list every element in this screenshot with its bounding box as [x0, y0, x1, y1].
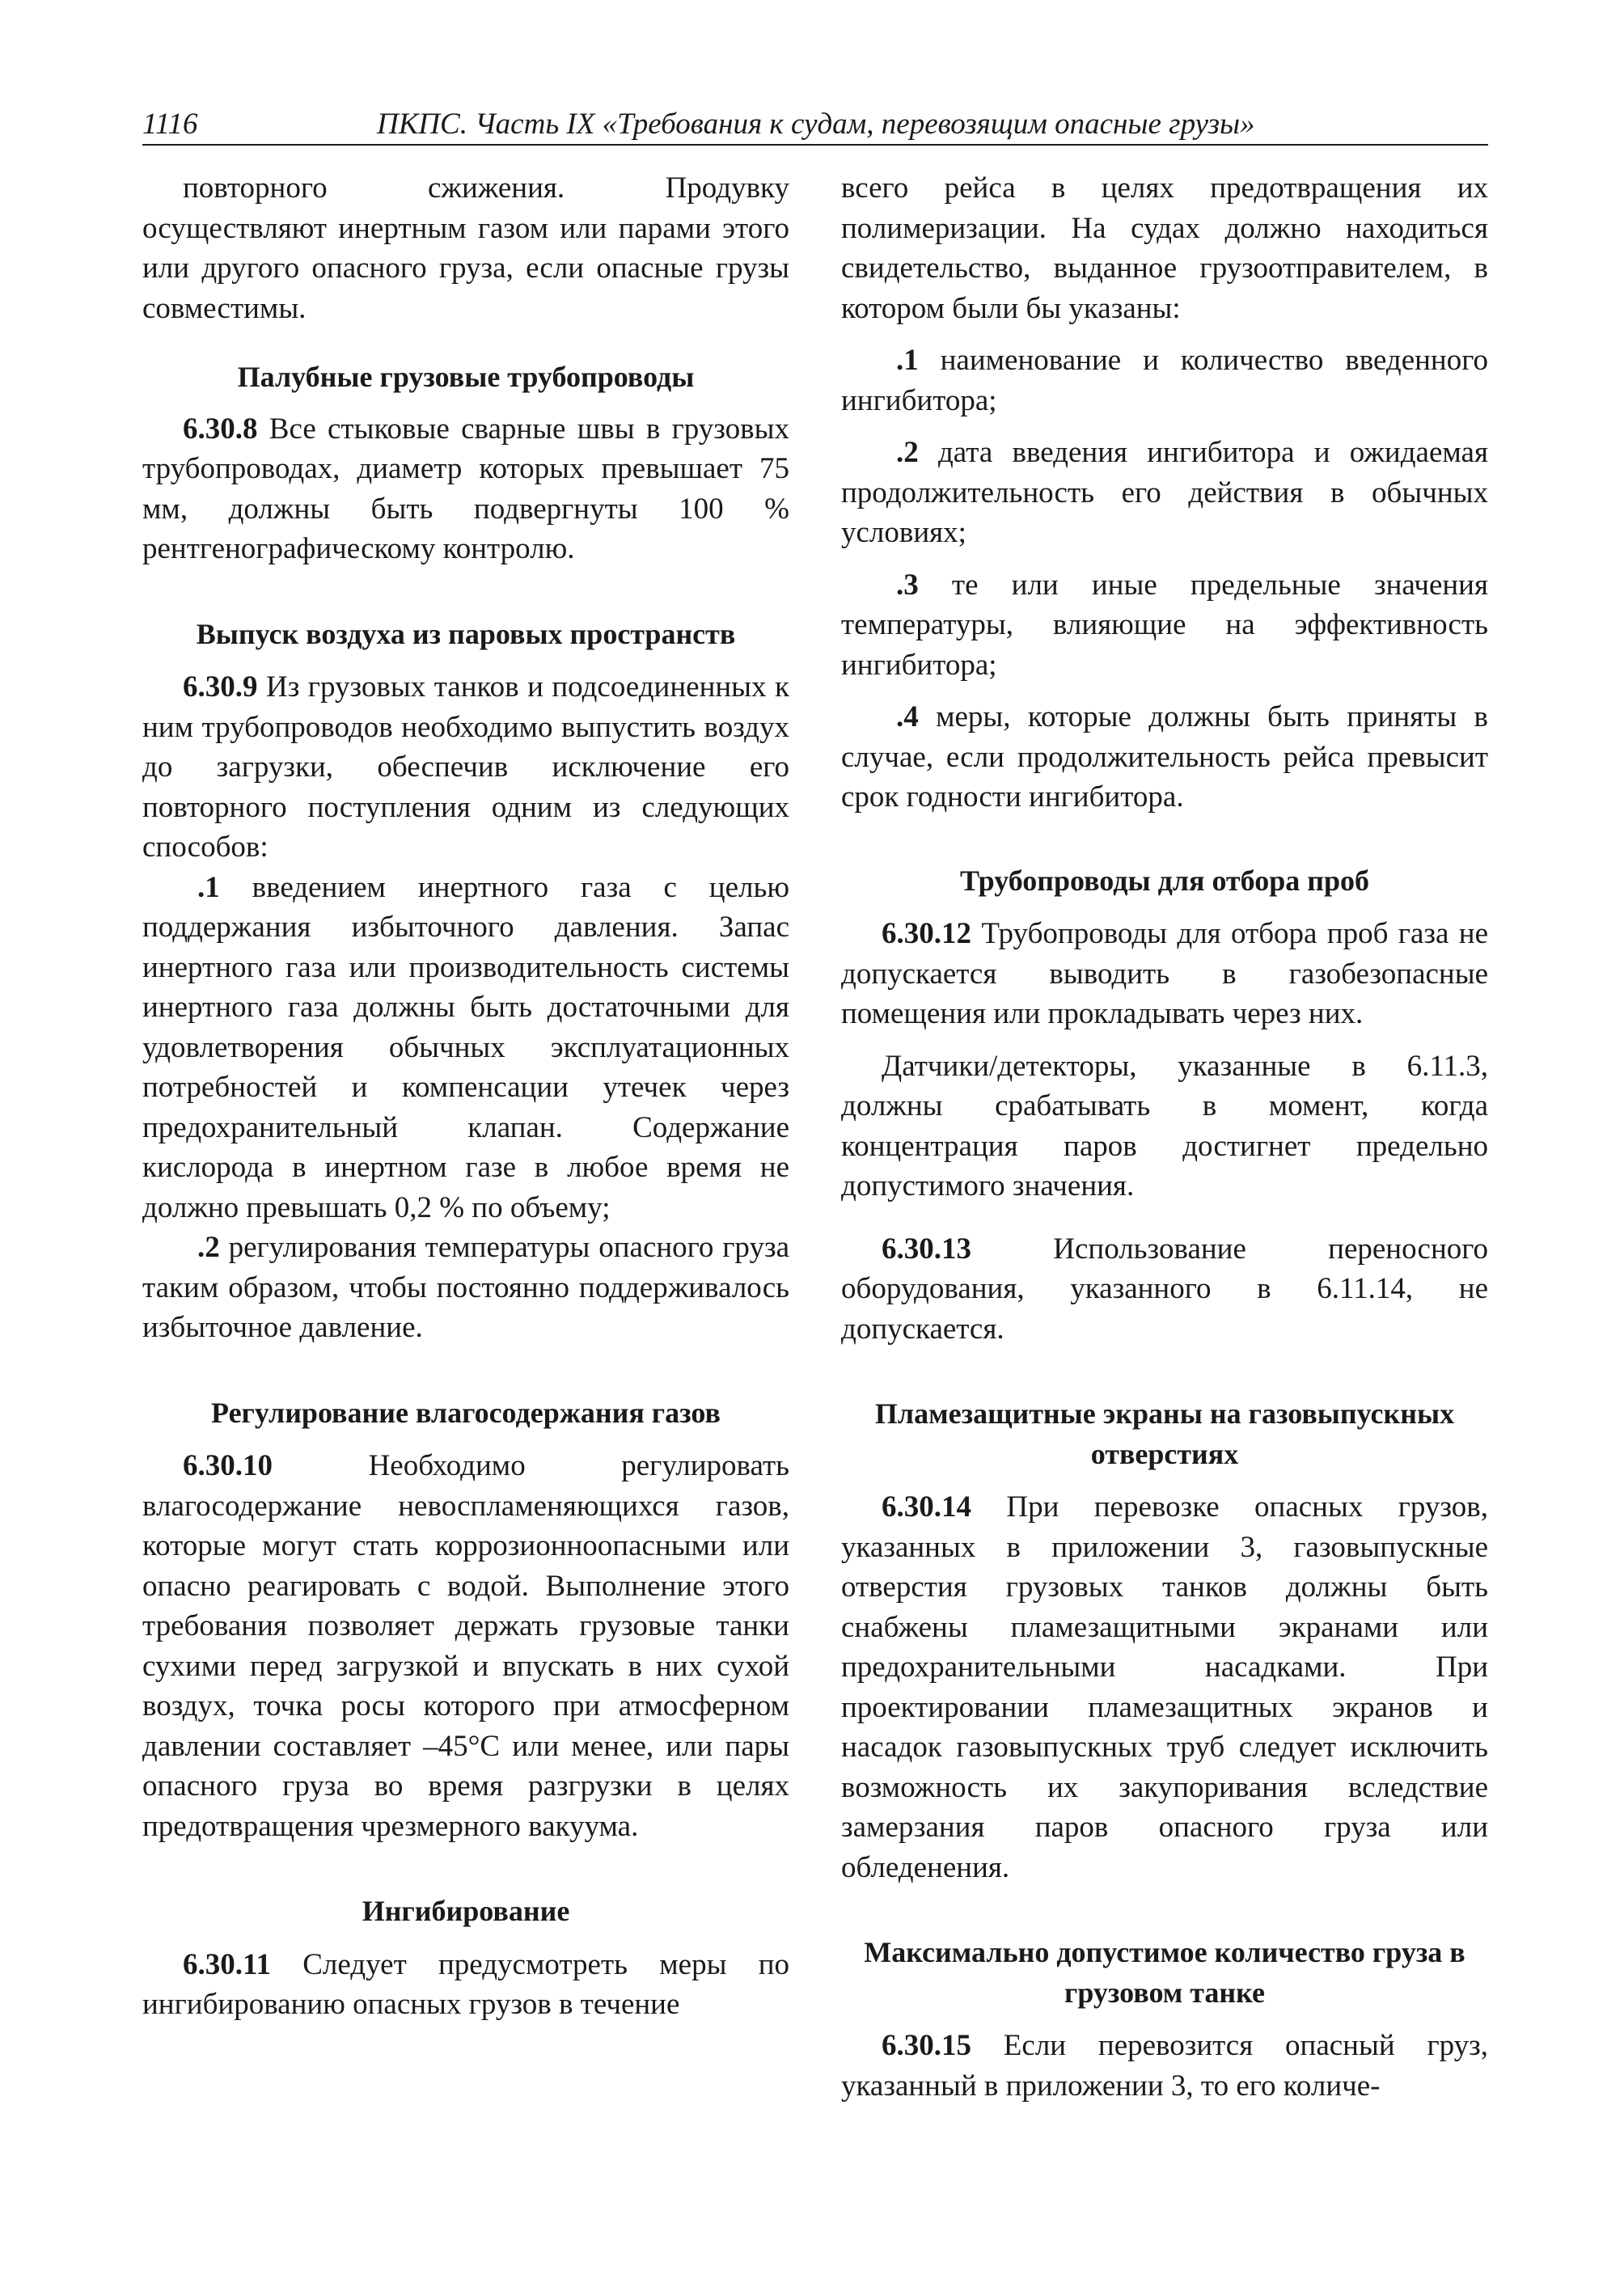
section-6-30-12: [841, 914, 1488, 1034]
page-header: [142, 104, 1488, 146]
section-number: 6.30.15: [882, 2029, 971, 2062]
section-6-30-11: [142, 1945, 789, 2025]
running-title: ПКПС. Часть IX «Требования к судам, перевозящим опасные грузы»: [377, 108, 1255, 141]
section-number: 6.30.9: [183, 670, 258, 704]
section-text: Трубопроводы для отбора проб газа не допускается выводить в газобезопасные помещения или прокладывать через них.: [841, 917, 1488, 1030]
list-item: [841, 433, 1488, 553]
item-text: наименование и количество введенного ингибитора;: [841, 344, 1488, 417]
item-text: дата введения ингибитора и ожидаемая продолжительность его действия в обычных условиях;: [841, 436, 1488, 549]
heading-inhibition: Ингибирование: [362, 1895, 570, 1927]
section-text: Из грузовых танков и подсоединенных к ним трубопроводов необходимо выпустить воздух до загрузки, обеспечив исключение его повторного поступления одним из следующих способов:: [142, 670, 789, 864]
section-6-30-9: [142, 667, 789, 868]
item-number: .1: [896, 344, 919, 377]
item-number: .1: [197, 870, 220, 904]
heading-moisture-control: Регулирование влагосодержания газов: [211, 1396, 721, 1429]
section-text: Следует предусмотреть меры по ингибированию опасных грузов в течение: [142, 1947, 789, 2021]
item-number: .2: [197, 1231, 220, 1264]
item-number: .3: [896, 568, 919, 602]
heading-max-cargo-quantity: Максимально допустимое количество груза в грузовом танке: [864, 1936, 1465, 2009]
section-6-30-8: [142, 409, 789, 569]
list-item: [841, 340, 1488, 421]
heading-flame-screens: Пламезащитные экраны на газовыпускных отверстиях: [874, 1397, 1455, 1470]
continued-paragraph: всего рейса в целях предотвращения их полимеризации. На судах должно находиться свидетельство, выданное грузоотправителем, в котором были бы указаны:: [841, 171, 1488, 325]
section-text: Если перевозится опасный груз, указанный в приложении 3, то его количе-: [841, 2029, 1488, 2103]
heading-air-release: Выпуск воздуха из паровых пространств: [196, 617, 736, 650]
right-column: [841, 168, 1488, 2106]
section-number: 6.30.8: [183, 412, 258, 446]
heading-sampling-pipelines: Трубопроводы для отбора проб: [960, 864, 1369, 897]
item-text: меры, которые должны быть приняты в случае, если продолжительность рейса превысит срок годности ингибитора.: [841, 700, 1488, 814]
section-number: 6.30.13: [882, 1232, 971, 1266]
section-6-30-14: [841, 1487, 1488, 1887]
sensors-paragraph: Датчики/детекторы, указанные в 6.11.3, должны срабатывать в момент, когда концентрация паров достигнет предельно допустимого значения.: [841, 1049, 1488, 1203]
item-number: .4: [896, 700, 919, 733]
heading-deck-pipelines: Палубные грузовые трубопроводы: [237, 361, 695, 393]
list-item: [841, 565, 1488, 686]
list-item: [142, 868, 789, 1228]
item-text: введением инертного газа с целью поддержания избыточного давления. Запас инертного газа или производительность системы инертного газа должны быть достаточными для удовлетворения обычных эксплуатационных потребностей и компенсации утечек через предохранительный клапан. Содержание кислорода в инертном газе в любое время не должно превышать 0,2 % по объему;: [142, 870, 789, 1224]
section-number: 6.30.12: [882, 917, 971, 950]
section-6-30-13: [841, 1229, 1488, 1350]
section-text: Все стыковые сварные швы в грузовых трубопроводах, диаметр которых превышает 75 мм, должны быть подвергнуты 100 % рентгенографическому контролю.: [142, 412, 789, 565]
left-column: [142, 168, 789, 2025]
section-text: При перевозке опасных грузов, указанных в приложении 3, газовыпускные отверстия грузовых танков должны быть снабжены пламезащитными экранами или предохранительными насадками. При проектировании пламезащитных экранов и насадок газовыпускных труб следует исключить возможность их закупоривания вследствие замерзания паров опасного груза или обледенения.: [841, 1490, 1488, 1884]
section-number: 6.30.11: [183, 1947, 271, 1981]
section-number: 6.30.14: [882, 1490, 971, 1524]
page-number: 1116: [142, 108, 198, 141]
section-text: Необходимо регулировать влагосодержание невоспламеняющихся газов, которые могут стать коррозионноопасными или опасно реагировать с водой. Выполнение этого требования позволяет держать грузовые танки сухими перед загрузкой и впускать в них сухой воздух, точка росы которого при атмосферном давлении составляет –45°C или менее, или пары опасного груза во время разгрузки в целях предотвращения чрезмерного вакуума.: [142, 1449, 789, 1843]
item-text: регулирования температуры опасного груза таким образом, чтобы постоянно поддерживалось избыточное давление.: [142, 1231, 789, 1344]
item-text: те или иные предельные значения температуры, влияющие на эффективность ингибитора;: [841, 568, 1488, 682]
list-item: [142, 1228, 789, 1348]
item-number: .2: [896, 436, 919, 469]
intro-paragraph: повторного сжижения. Продувку осуществляют инертным газом или парами этого или другого опасного груза, если опасные грузы совместимы.: [142, 171, 789, 325]
section-number: 6.30.10: [183, 1449, 273, 1482]
section-6-30-10: [142, 1446, 789, 1846]
section-6-30-15: [841, 2026, 1488, 2106]
list-item: [841, 697, 1488, 818]
section-text: Использование переносного оборудования, указанного в 6.11.14, не допускается.: [841, 1232, 1488, 1346]
